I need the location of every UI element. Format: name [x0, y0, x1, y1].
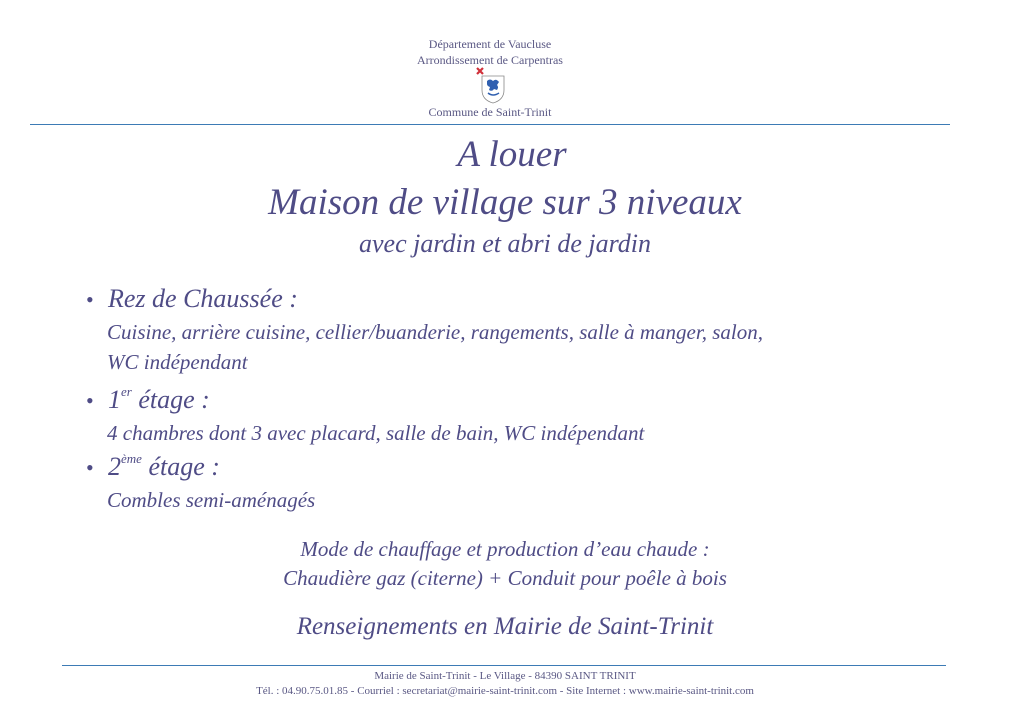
- arrondissement-line: Arrondissement de Carpentras: [417, 53, 563, 67]
- info-line: Renseignements en Mairie de Saint-Trinit: [296, 613, 714, 640]
- bullet-dot-icon: •: [86, 455, 94, 480]
- page-title: A louer: [457, 134, 567, 175]
- footer-divider: [62, 665, 946, 666]
- property-headline: Maison de village sur 3 niveaux: [268, 182, 742, 223]
- level-detail: Cuisine, arrière cuisine, cellier/buanderie, rangements, salle à manger, salon,: [107, 320, 763, 344]
- level-detail: 4 chambres dont 3 avec placard, salle de bain, WC indépendant: [107, 421, 645, 445]
- level-ground-floor: [86, 284, 298, 314]
- level-detail: WC indépendant: [107, 350, 248, 374]
- footer-contact: Tél. : 04.90.75.01.85 - Courriel : secretariat@mairie-saint-trinit.com - Site Internet : www.mairie-saint-trinit.com: [256, 685, 754, 697]
- commune-line: Commune de Saint-Trinit: [428, 105, 552, 119]
- heating-heading: Mode de chauffage et production d’eau chaude :: [300, 537, 710, 561]
- property-subheadline: avec jardin et abri de jardin: [359, 229, 651, 258]
- level-ordinal: ème: [121, 451, 142, 466]
- level-number: 1: [108, 385, 121, 414]
- level-number: 2: [108, 452, 121, 481]
- level-detail: Combles semi-aménagés: [107, 488, 316, 512]
- level-second-floor: [86, 452, 220, 482]
- level-first-floor: [86, 385, 210, 415]
- header-divider: [30, 124, 950, 125]
- bullet-dot-icon: •: [86, 287, 94, 312]
- level-label: Rez de Chaussée :: [108, 284, 298, 313]
- footer-address: Mairie de Saint-Trinit - Le Village - 84390 SAINT TRINIT: [374, 670, 636, 682]
- level-ordinal: er: [121, 384, 132, 399]
- coat-of-arms-icon: [474, 66, 508, 104]
- heating-detail: Chaudière gaz (citerne) + Conduit pour poêle à bois: [283, 566, 727, 590]
- department-line: Département de Vaucluse: [428, 37, 552, 51]
- bullet-dot-icon: •: [86, 388, 94, 413]
- level-label: étage :: [141, 452, 220, 481]
- level-label: étage :: [131, 385, 210, 414]
